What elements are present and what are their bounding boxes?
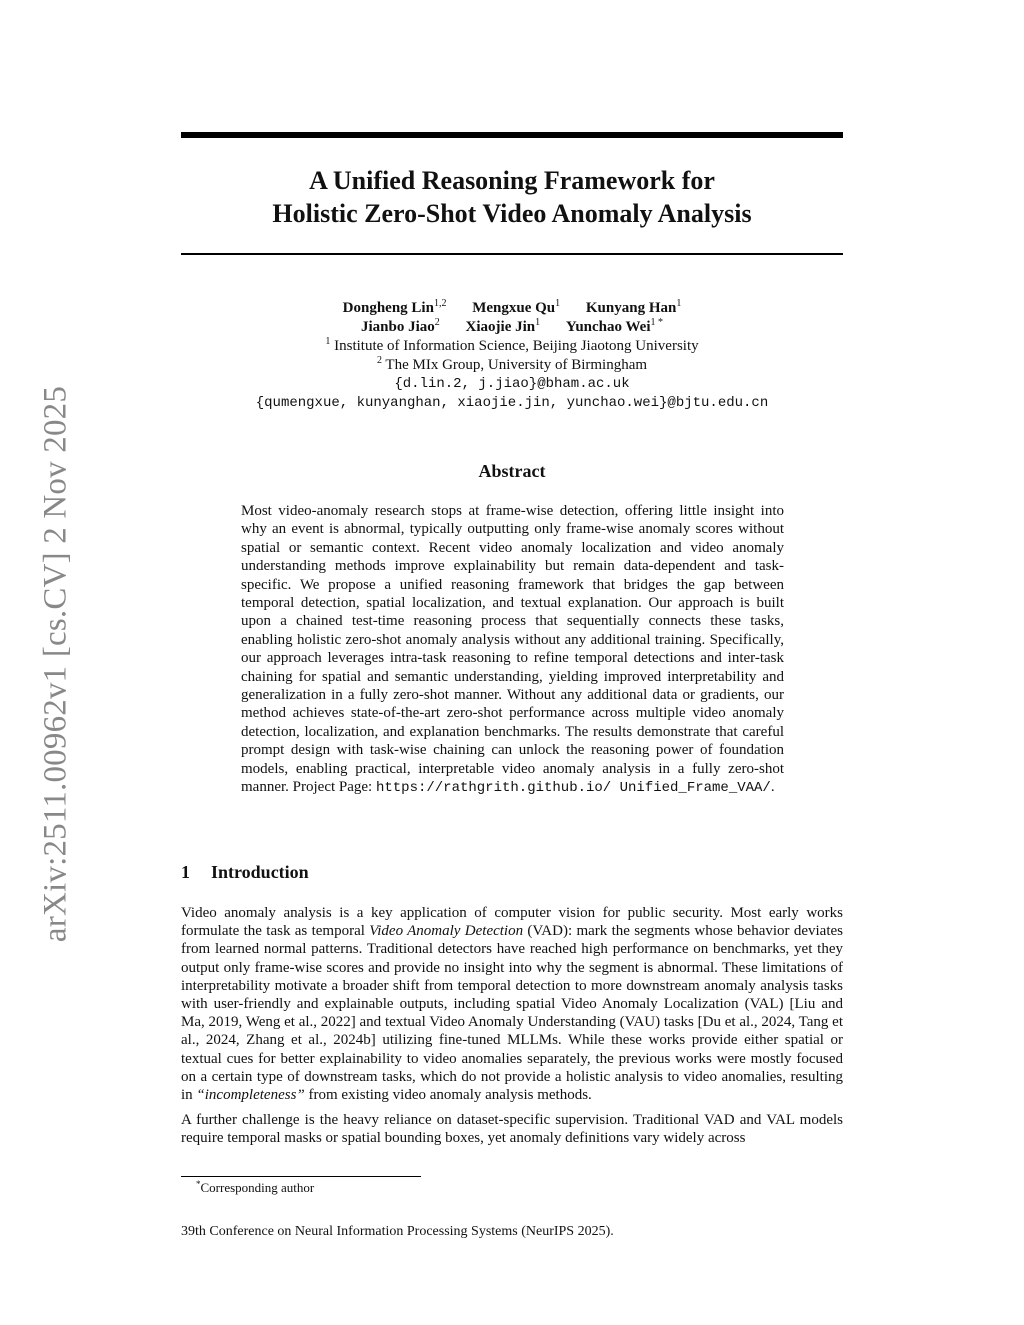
title-top-rule — [181, 132, 843, 138]
abstract-heading: Abstract — [478, 461, 546, 481]
author-affiliation-mark: 2 — [434, 317, 440, 328]
title-line-1: A Unified Reasoning Framework for — [309, 166, 715, 195]
author-line-2 — [181, 318, 843, 337]
paragraph: Video anomaly analysis is a key application of computer vision for public security. Most early works formulate the task as temporal Video Anomaly Detection (VAD): mark the segments whose behavior deviates from learned normal patterns. Traditional detectors have reached high performance on benchmarks, yet they output only frame-wise scores and provide no insight into why the segment is abnormal. These limitations of interpretability motivate a broader shift from temporal detection to more downstream anomaly analysis tasks with user-friendly and explainable outputs, including spatial Video Anomaly Localization (VAL) [Liu and Ma, 2019, Weng et al., 2022] and textual Video Anomaly Understanding (VAU) tasks [Du et al., 2024, Tang et al., 2024, Zhang et al., 2024b] utilizing fine-tuned MLLMs. While these works provide either spatial or textual cues for better explainability to video anomalies separately, the previous works were mostly focused on a certain type of downstream tasks, which do not provide a holistic analysis to video anomalies, resulting in “incompleteness” from existing video anomaly analysis methods. — [181, 905, 843, 1104]
project-page-link[interactable]: https://rathgrith.github.io/ Unified_Frame_VAA/ — [375, 780, 771, 797]
paragraph: A further challenge is the heavy reliance on dataset-specific supervision. Traditional VAD and VAL models require temporal masks or spatial bounding boxes, yet anomaly definitions vary widely across — [181, 1112, 843, 1147]
author-affiliation-mark: 1 — [535, 317, 541, 328]
author-block — [181, 299, 843, 413]
abstract-text: Most video-anomaly research stops at frame-wise detection, offering little insight into why an event is abnormal, typically outputting only frame-wise anomaly scores without spatial or semantic context. Recent video anomaly localization and video anomaly understanding methods improve explainability but remain data-dependent and task-specific. We propose a unified reasoning framework that bridges the gap between temporal detection, spatial localization, and textual explanation. Our approach is built upon a chained test-time reasoning process that sequentially connects these tasks, enabling holistic zero-shot anomaly analysis without any additional training. Specifically, our approach leverages intra-task reasoning to refine temporal detections and inter-task chaining for spatial and semantic understanding, yielding improved interpretability and generalization in a fully zero-shot manner. Without any additional data or gradients, our method achieves state-of-the-art zero-shot performance across multiple video anomaly detection, localization, and explanation benchmarks. The results demonstrate that careful prompt design with task-wise chaining can unlock the reasoning power of foundation models, enabling practical, interpretable video anomaly analysis in a fully zero-shot manner. Project Page: — [241, 503, 784, 796]
section-heading-introduction — [181, 862, 309, 883]
affiliation-2 — [181, 356, 843, 375]
author-line-1 — [181, 299, 843, 318]
abstract-end: . — [770, 779, 775, 796]
footnote-rule — [181, 1176, 421, 1177]
affiliation-text: The MIx Group, University of Birmingham — [381, 357, 648, 373]
arxiv-sidebar-id: arXiv:2511.00962v1 [cs.CV] 2 Nov 2025 — [37, 385, 74, 943]
email-line-2: {qumengxue, kunyanghan, xiaojie.jin, yunchao.wei}@bjtu.edu.cn — [255, 395, 769, 411]
author-name: Mengxue Qu — [472, 300, 556, 316]
title-line-2: Holistic Zero-Shot Video Anomaly Analysis — [272, 199, 752, 228]
abstract-body — [241, 502, 784, 798]
author-affiliation-mark: 1 — [555, 298, 561, 309]
footnote-mark: * — [196, 1179, 201, 1189]
author-affiliation-mark: 1 — [676, 298, 682, 309]
affiliation-mark: 1 — [325, 336, 331, 347]
author-affiliation-mark: 1 * — [650, 317, 663, 328]
emphasis: Video Anomaly Detection — [369, 923, 524, 940]
email-line-1: {d.lin.2, j.jiao}@bham.ac.uk — [394, 376, 630, 392]
title-bottom-rule — [181, 253, 843, 255]
author-name: Xiaojie Jin — [465, 319, 536, 335]
introduction-body — [181, 904, 843, 1155]
section-title: Introduction — [211, 862, 309, 882]
author-affiliation-mark: 1,2 — [433, 298, 447, 309]
author-name: Dongheng Lin — [342, 300, 434, 316]
author-name: Kunyang Han — [585, 300, 677, 316]
author-name: Jianbo Jiao — [361, 319, 435, 335]
author-name: Yunchao Wei — [565, 319, 651, 335]
affiliation-1 — [181, 337, 843, 356]
affiliation-text: Institute of Information Science, Beijing Jiaotong University — [330, 338, 699, 354]
section-number: 1 — [181, 862, 190, 882]
footnote-text: Corresponding author — [200, 1180, 315, 1195]
venue-footer: 39th Conference on Neural Information Processing Systems (NeurIPS 2025). — [181, 1224, 614, 1239]
footnote — [196, 1180, 314, 1196]
emphasis: “incompleteness” — [196, 1087, 305, 1104]
affiliation-mark: 2 — [376, 355, 382, 366]
paper-title — [181, 164, 843, 230]
